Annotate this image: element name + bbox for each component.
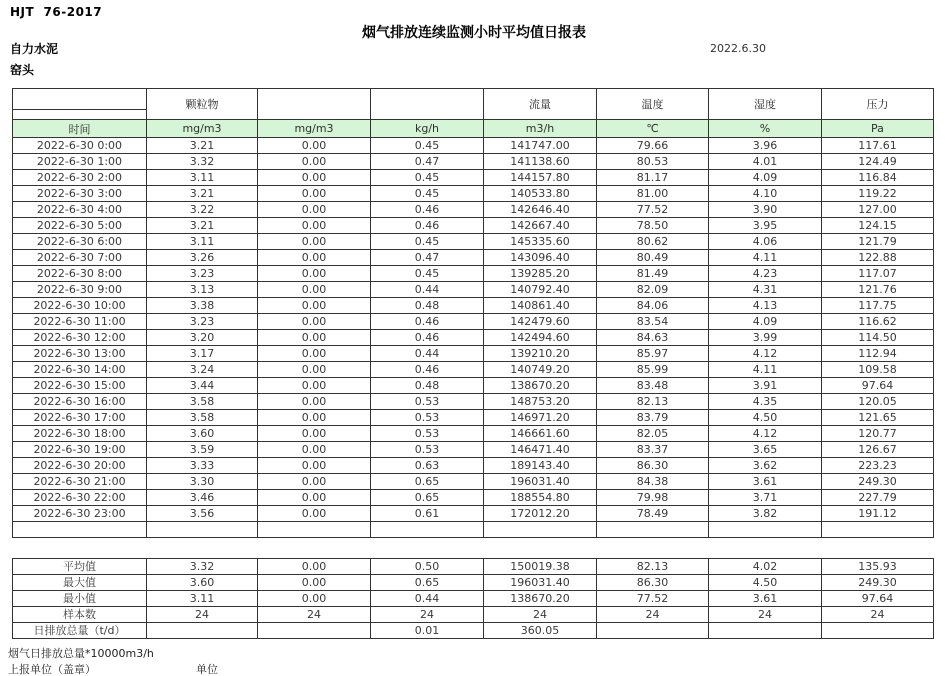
value-cell: 135.93 [822,559,934,575]
summary-table [12,558,934,639]
value-cell: 119.22 [822,186,934,202]
unit-percent: % [709,120,822,138]
table-row [13,506,934,522]
value-cell: 142479.60 [484,314,597,330]
value-cell: 150019.38 [484,559,597,575]
value-cell [597,623,709,639]
value-cell: 0.00 [258,186,371,202]
value-cell: 3.95 [709,218,822,234]
value-cell: 0.47 [371,250,484,266]
value-cell: 0.00 [258,250,371,266]
value-cell: 0.00 [258,138,371,154]
header-pressure: 压力 [822,89,934,120]
value-cell: 140749.20 [484,362,597,378]
header-time: 时间 [13,120,147,138]
value-cell: 0.44 [371,346,484,362]
value-cell: 3.44 [147,378,258,394]
summary-label-cell: 最小值 [13,591,147,607]
table-row [13,330,934,346]
value-cell: 0.45 [371,234,484,250]
table-row [13,250,934,266]
value-cell: 0.53 [371,442,484,458]
table-row [13,202,934,218]
table-row [13,314,934,330]
value-cell: 126.67 [822,442,934,458]
table-row [13,298,934,314]
value-cell: 82.13 [597,394,709,410]
table-row [13,234,934,250]
value-cell: 3.61 [709,474,822,490]
value-cell: 0.65 [371,490,484,506]
value-cell: 141747.00 [484,138,597,154]
value-cell: 146471.40 [484,442,597,458]
value-cell: 78.49 [597,506,709,522]
value-cell: 4.23 [709,266,822,282]
blank-row [13,522,934,538]
time-cell: 2022-6-30 11:00 [13,314,147,330]
value-cell: 3.33 [147,458,258,474]
value-cell: 0.00 [258,490,371,506]
time-cell: 2022-6-30 19:00 [13,442,147,458]
value-cell: 84.38 [597,474,709,490]
value-cell: 4.01 [709,154,822,170]
value-cell: 172012.20 [484,506,597,522]
value-cell: 146971.20 [484,410,597,426]
footer-line2 [8,661,218,676]
value-cell: 85.97 [597,346,709,362]
value-cell: 3.26 [147,250,258,266]
table-row [13,154,934,170]
time-cell: 2022-6-30 6:00 [13,234,147,250]
value-cell: 144157.80 [484,170,597,186]
group-header-row [13,89,934,110]
table-row [13,378,934,394]
value-cell: 3.32 [147,559,258,575]
value-cell: 4.11 [709,250,822,266]
time-cell: 2022-6-30 3:00 [13,186,147,202]
unit-kgh: kg/h [371,120,484,138]
value-cell: 121.65 [822,410,934,426]
value-cell: 81.17 [597,170,709,186]
value-cell: 141138.60 [484,154,597,170]
value-cell: 0.65 [371,474,484,490]
time-cell: 2022-6-30 9:00 [13,282,147,298]
table-row [13,474,934,490]
table-row [13,394,934,410]
summary-label-cell: 平均值 [13,559,147,575]
value-cell: 3.23 [147,266,258,282]
table-row [13,458,934,474]
value-cell: 142494.60 [484,330,597,346]
value-cell: 0.00 [258,410,371,426]
value-cell: 3.91 [709,378,822,394]
value-cell: 121.76 [822,282,934,298]
value-cell: 3.23 [147,314,258,330]
value-cell: 0.00 [258,426,371,442]
summary-row [13,623,934,639]
table-row [13,410,934,426]
value-cell: 116.84 [822,170,934,186]
time-cell: 2022-6-30 21:00 [13,474,147,490]
value-cell: 0.00 [258,330,371,346]
value-cell: 0.00 [258,559,371,575]
value-cell: 0.47 [371,154,484,170]
value-cell: 77.52 [597,202,709,218]
value-cell: 3.58 [147,394,258,410]
value-cell: 227.79 [822,490,934,506]
value-cell: 3.56 [147,506,258,522]
value-cell: 140861.40 [484,298,597,314]
value-cell: 138670.20 [484,378,597,394]
value-cell [822,623,934,639]
value-cell: 142667.40 [484,218,597,234]
time-cell: 2022-6-30 13:00 [13,346,147,362]
value-cell: 0.44 [371,591,484,607]
value-cell: 0.00 [258,442,371,458]
value-cell: 0.00 [258,298,371,314]
value-cell: 112.94 [822,346,934,362]
value-cell: 3.96 [709,138,822,154]
value-cell: 3.11 [147,170,258,186]
value-cell: 0.01 [371,623,484,639]
value-cell: 0.00 [258,234,371,250]
value-cell: 0.48 [371,378,484,394]
value-cell: 4.09 [709,170,822,186]
value-cell: 82.09 [597,282,709,298]
value-cell: 3.11 [147,591,258,607]
value-cell: 120.77 [822,426,934,442]
value-cell: 120.05 [822,394,934,410]
value-cell: 121.79 [822,234,934,250]
value-cell: 24 [258,607,371,623]
value-cell: 82.05 [597,426,709,442]
value-cell: 124.15 [822,218,934,234]
value-cell: 139210.20 [484,346,597,362]
table-row [13,266,934,282]
value-cell: 3.99 [709,330,822,346]
value-cell: 117.07 [822,266,934,282]
value-cell: 196031.40 [484,575,597,591]
value-cell [258,623,371,639]
value-cell: 189143.40 [484,458,597,474]
value-cell: 0.00 [258,362,371,378]
units-row [13,120,934,138]
value-cell: 146661.60 [484,426,597,442]
value-cell: 3.59 [147,442,258,458]
value-cell: 4.50 [709,410,822,426]
value-cell: 3.71 [709,490,822,506]
value-cell: 3.58 [147,410,258,426]
table-row [13,426,934,442]
value-cell: 3.82 [709,506,822,522]
unit-pa: Pa [822,120,934,138]
value-cell: 139285.20 [484,266,597,282]
value-cell: 83.48 [597,378,709,394]
value-cell: 0.00 [258,170,371,186]
value-cell: 0.61 [371,506,484,522]
value-cell: 138670.20 [484,591,597,607]
value-cell: 4.11 [709,362,822,378]
value-cell: 77.52 [597,591,709,607]
value-cell: 127.00 [822,202,934,218]
header-empty-col3 [258,89,371,120]
value-cell: 82.13 [597,559,709,575]
value-cell: 3.32 [147,154,258,170]
value-cell: 0.44 [371,282,484,298]
summary-label-cell: 最大值 [13,575,147,591]
value-cell: 4.06 [709,234,822,250]
value-cell: 0.00 [258,314,371,330]
value-cell: 0.53 [371,394,484,410]
table-row [13,170,934,186]
value-cell: 3.21 [147,138,258,154]
value-cell: 249.30 [822,575,934,591]
value-cell: 3.90 [709,202,822,218]
table-row [13,282,934,298]
value-cell: 3.61 [709,591,822,607]
time-cell: 2022-6-30 16:00 [13,394,147,410]
header-empty-top [13,89,147,110]
value-cell: 360.05 [484,623,597,639]
header-temperature: 温度 [597,89,709,120]
value-cell: 24 [822,607,934,623]
main-table [12,88,934,538]
value-cell: 83.54 [597,314,709,330]
value-cell: 3.20 [147,330,258,346]
value-cell: 84.63 [597,330,709,346]
value-cell [709,623,822,639]
header-empty-col4 [371,89,484,120]
value-cell: 24 [709,607,822,623]
summary-row [13,591,934,607]
value-cell: 0.00 [258,266,371,282]
value-cell [147,623,258,639]
value-cell: 0.45 [371,186,484,202]
value-cell: 3.21 [147,218,258,234]
value-cell: 142646.40 [484,202,597,218]
value-cell: 0.00 [258,474,371,490]
value-cell: 0.46 [371,330,484,346]
standard-code: HJT 76-2017 [10,5,103,19]
value-cell: 83.79 [597,410,709,426]
table-row [13,346,934,362]
value-cell: 0.45 [371,170,484,186]
header-flow: 流量 [484,89,597,120]
value-cell: 81.00 [597,186,709,202]
value-cell: 0.46 [371,218,484,234]
station-name: 窑头 [10,63,35,77]
value-cell: 0.45 [371,138,484,154]
value-cell: 3.24 [147,362,258,378]
value-cell: 117.61 [822,138,934,154]
value-cell: 3.21 [147,186,258,202]
time-cell: 2022-6-30 23:00 [13,506,147,522]
value-cell: 3.11 [147,234,258,250]
value-cell: 0.00 [258,378,371,394]
value-cell: 86.30 [597,575,709,591]
value-cell: 191.12 [822,506,934,522]
page-title: 烟气排放连续监测小时平均值日报表 [362,25,586,41]
value-cell: 83.37 [597,442,709,458]
value-cell: 0.00 [258,202,371,218]
value-cell: 0.00 [258,218,371,234]
value-cell: 86.30 [597,458,709,474]
value-cell: 122.88 [822,250,934,266]
value-cell: 24 [371,607,484,623]
value-cell: 4.13 [709,298,822,314]
value-cell: 0.00 [258,394,371,410]
time-cell: 2022-6-30 1:00 [13,154,147,170]
value-cell: 3.22 [147,202,258,218]
table-row [13,362,934,378]
value-cell: 24 [597,607,709,623]
summary-label-cell: 日排放总量（t/d） [13,623,147,639]
value-cell: 0.46 [371,202,484,218]
value-cell: 78.50 [597,218,709,234]
value-cell: 0.46 [371,362,484,378]
value-cell: 0.00 [258,591,371,607]
value-cell: 188554.80 [484,490,597,506]
value-cell: 4.12 [709,346,822,362]
value-cell: 116.62 [822,314,934,330]
value-cell: 0.63 [371,458,484,474]
value-cell: 223.23 [822,458,934,474]
value-cell: 4.12 [709,426,822,442]
time-cell: 2022-6-30 22:00 [13,490,147,506]
value-cell: 4.02 [709,559,822,575]
value-cell: 140792.40 [484,282,597,298]
value-cell: 79.98 [597,490,709,506]
value-cell: 0.00 [258,282,371,298]
unit-pm-mgm3: mg/m3 [147,120,258,138]
value-cell: 148753.20 [484,394,597,410]
value-cell: 3.62 [709,458,822,474]
value-cell: 0.46 [371,314,484,330]
report-date: 2022.6.30 [710,42,766,55]
value-cell: 4.35 [709,394,822,410]
value-cell: 145335.60 [484,234,597,250]
value-cell: 109.58 [822,362,934,378]
value-cell: 3.65 [709,442,822,458]
value-cell: 24 [147,607,258,623]
value-cell: 140533.80 [484,186,597,202]
value-cell: 3.30 [147,474,258,490]
value-cell: 80.62 [597,234,709,250]
value-cell: 24 [484,607,597,623]
value-cell: 3.17 [147,346,258,362]
value-cell: 0.00 [258,575,371,591]
value-cell: 124.49 [822,154,934,170]
value-cell: 84.06 [597,298,709,314]
table-row [13,490,934,506]
summary-row [13,559,934,575]
value-cell: 0.45 [371,266,484,282]
value-cell: 114.50 [822,330,934,346]
value-cell: 3.60 [147,426,258,442]
value-cell: 0.65 [371,575,484,591]
header-humidity: 湿度 [709,89,822,120]
value-cell: 81.49 [597,266,709,282]
value-cell: 97.64 [822,591,934,607]
value-cell: 4.09 [709,314,822,330]
value-cell: 249.30 [822,474,934,490]
company-name: 自力水泥 [10,42,59,56]
footer-note-total: 烟气日排放总量*10000m3/h [8,647,154,660]
value-cell: 0.00 [258,458,371,474]
time-cell: 2022-6-30 12:00 [13,330,147,346]
time-cell: 2022-6-30 2:00 [13,170,147,186]
value-cell: 196031.40 [484,474,597,490]
table-row [13,138,934,154]
value-cell: 4.31 [709,282,822,298]
header-empty-sub [13,110,147,120]
value-cell: 3.13 [147,282,258,298]
summary-row [13,575,934,591]
value-cell: 143096.40 [484,250,597,266]
time-cell: 2022-6-30 18:00 [13,426,147,442]
value-cell: 0.48 [371,298,484,314]
value-cell: 85.99 [597,362,709,378]
time-cell: 2022-6-30 14:00 [13,362,147,378]
time-cell: 2022-6-30 5:00 [13,218,147,234]
value-cell: 0.53 [371,426,484,442]
table-row [13,442,934,458]
time-cell: 2022-6-30 8:00 [13,266,147,282]
value-cell: 0.50 [371,559,484,575]
table-row [13,218,934,234]
value-cell: 80.49 [597,250,709,266]
value-cell: 4.50 [709,575,822,591]
unit-m3h: m3/h [484,120,597,138]
value-cell: 97.64 [822,378,934,394]
unit-celsius: ℃ [597,120,709,138]
summary-row [13,607,934,623]
value-cell: 3.38 [147,298,258,314]
value-cell: 0.00 [258,154,371,170]
time-cell: 2022-6-30 15:00 [13,378,147,394]
header-particulate: 颗粒物 [147,89,258,120]
value-cell: 79.66 [597,138,709,154]
value-cell: 117.75 [822,298,934,314]
value-cell: 0.53 [371,410,484,426]
summary-label-cell: 样本数 [13,607,147,623]
time-cell: 2022-6-30 0:00 [13,138,147,154]
unit-mgm3: mg/m3 [258,120,371,138]
time-cell: 2022-6-30 10:00 [13,298,147,314]
value-cell: 0.00 [258,346,371,362]
unit-label: 单位 [196,663,218,676]
value-cell: 80.53 [597,154,709,170]
value-cell: 3.46 [147,490,258,506]
table-row [13,186,934,202]
report-unit-label: 上报单位（盖章） [8,663,96,676]
value-cell: 3.60 [147,575,258,591]
time-cell: 2022-6-30 4:00 [13,202,147,218]
time-cell: 2022-6-30 20:00 [13,458,147,474]
time-cell: 2022-6-30 7:00 [13,250,147,266]
time-cell: 2022-6-30 17:00 [13,410,147,426]
value-cell: 0.00 [258,506,371,522]
value-cell: 4.10 [709,186,822,202]
